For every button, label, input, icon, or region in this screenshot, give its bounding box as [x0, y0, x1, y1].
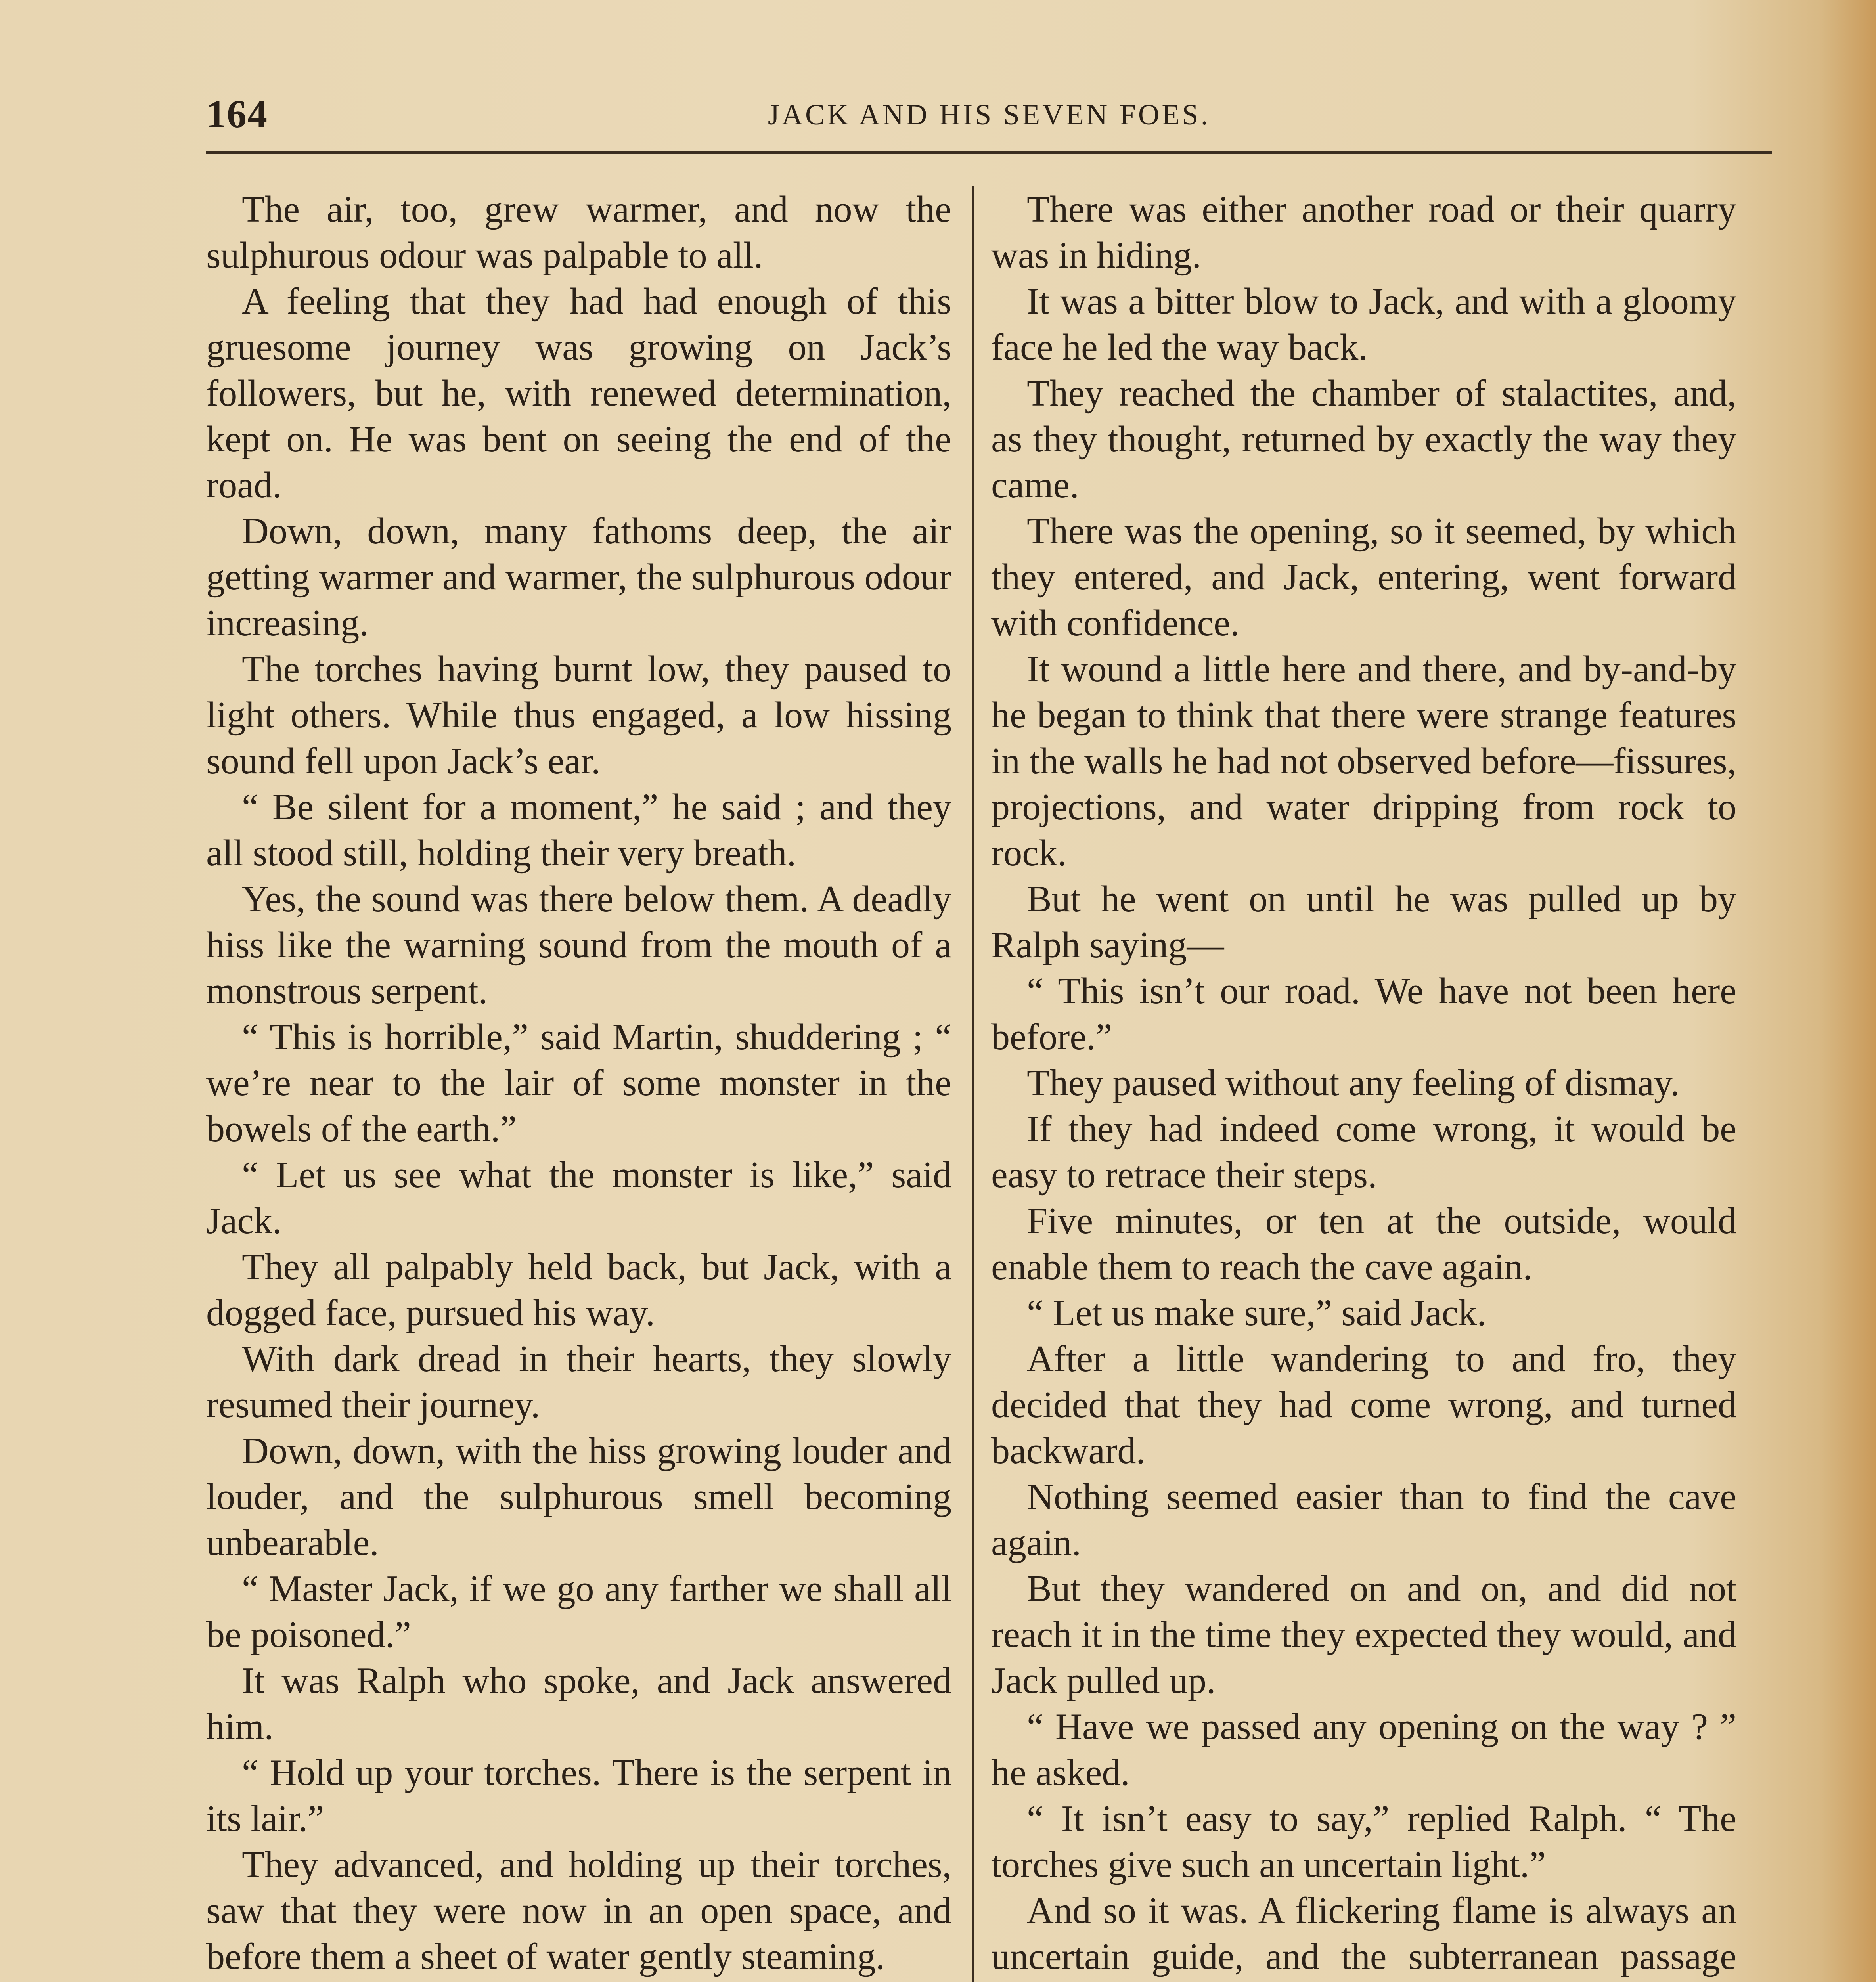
paragraph: Yes, the sound was there below them. A deadly hiss like the warning sound from the mouth of a monstrous serpent.: [206, 878, 951, 1012]
paragraph: “ Have we passed any opening on the way ? ” he asked.: [991, 1706, 1736, 1793]
paragraph: “ Master Jack, if we go any farther we shall all be poisoned.”: [206, 1568, 951, 1655]
paragraph: There was either another road or their quarry was in hiding.: [991, 189, 1736, 276]
paragraph: The air, too, grew warmer, and now the sulphurous odour was palpable to all.: [206, 189, 951, 276]
paragraph: If they had indeed come wrong, it would be easy to retrace their steps.: [991, 1108, 1736, 1196]
right-column: [991, 186, 1736, 1982]
paragraph: “ Hold up your torches. There is the serpent in its lair.”: [206, 1752, 951, 1839]
paragraph: They reached the chamber of stalactites, and, as they thought, returned by exactly the way they came.: [991, 373, 1736, 506]
paragraph: A feeling that they had had enough of this gruesome journey was growing on Jack’s followers, but he, with renewed determination, kept on. He was bent on seeing the end of the road.: [206, 281, 951, 506]
paragraph: With dark dread in their hearts, they slowly resumed their journey.: [206, 1338, 951, 1425]
paragraph: “ Let us make sure,” said Jack.: [1027, 1292, 1486, 1333]
paragraph: Down, down, with the hiss growing louder and louder, and the sulphurous smell becoming unbearable.: [206, 1430, 951, 1563]
paragraph: They advanced, and holding up their torches, saw that they were now in an open space, and before them a sheet of water gently steaming.: [206, 1844, 951, 1977]
paragraph: It was a bitter blow to Jack, and with a gloomy face he led the way back.: [991, 281, 1736, 368]
header-rule: [206, 151, 1772, 154]
paragraph: Nothing seemed easier than to find the cave again.: [991, 1476, 1736, 1563]
paragraph: “ This is horrible,” said Martin, shuddering ; “ we’re near to the lair of some monster in the bowels of the earth.”: [206, 1016, 951, 1150]
page-number: 164: [206, 92, 268, 136]
paragraph: “ This isn’t our road. We have not been here before.”: [991, 970, 1736, 1058]
paragraph: It was Ralph who spoke, and Jack answered him.: [206, 1660, 951, 1747]
paragraph: There was the opening, so it seemed, by which they entered, and Jack, entering, went forward with confidence.: [991, 511, 1736, 644]
running-title: JACK AND HIS SEVEN FOES.: [768, 99, 1211, 131]
paragraph: It wound a little here and there, and by-and-by he began to think that there were strange features in the walls he had not observed before—fissures, projections, and water dripping from rock to rock.: [991, 649, 1736, 874]
column-divider: [972, 186, 974, 1982]
paragraph: The torches having burnt low, they paused to light others. While thus engaged, a low hissing sound fell upon Jack’s ear.: [206, 649, 951, 782]
paragraph: They paused without any feeling of dismay.: [1027, 1062, 1680, 1104]
paragraph: “ Be silent for a moment,” he said ; and they all stood still, holding their very breath.: [206, 786, 951, 874]
left-column: [206, 186, 951, 1982]
paragraph: Down, down, many fathoms deep, the air getting warmer and warmer, the sulphurous odour increasing.: [206, 511, 951, 644]
paragraph: But he went on until he was pulled up by Ralph saying—: [991, 878, 1736, 966]
paragraph: “ It isn’t easy to say,” replied Ralph. “ The torches give such an uncertain light.”: [991, 1798, 1736, 1885]
paragraph: But they wandered on and on, and did not reach it in the time they expected they would, and Jack pulled up.: [991, 1568, 1736, 1701]
paragraph: They all palpably held back, but Jack, with a dogged face, pursued his way.: [206, 1246, 951, 1333]
paragraph: After a little wandering to and fro, they decided that they had come wrong, and turned backward.: [991, 1338, 1736, 1471]
paragraph: Five minutes, or ten at the outside, would enable them to reach the cave again.: [991, 1200, 1736, 1288]
paragraph: “ Let us see what the monster is like,” said Jack.: [206, 1154, 951, 1242]
paragraph: [206, 1980, 951, 1982]
paragraph: And so it was. A flickering flame is always an uncertain guide, and the subterranean passage: [991, 1890, 1736, 1977]
page-header: [206, 79, 1772, 159]
